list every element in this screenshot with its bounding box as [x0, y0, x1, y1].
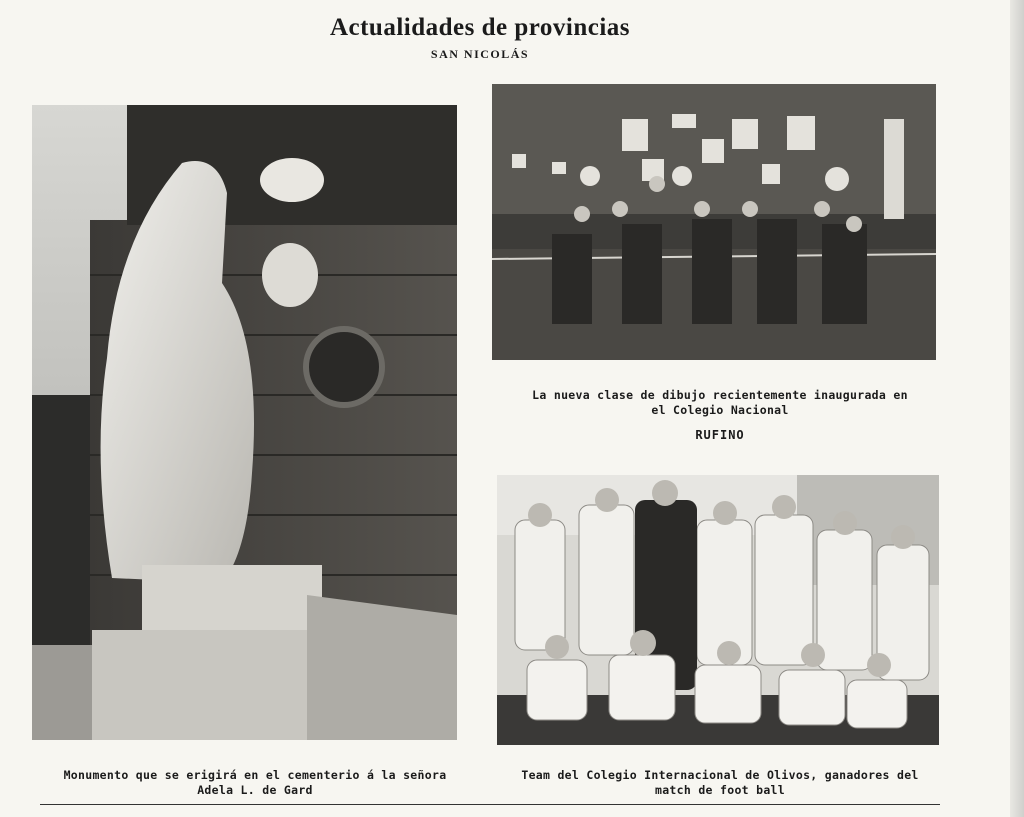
drawing-class-caption-line1: La nueva clase de dibujo recientemente inaugurada en — [532, 388, 908, 402]
drawing-class-caption-line2: el Colegio Nacional — [651, 403, 789, 417]
monument-photo — [32, 105, 457, 740]
monument-caption-line2: Adela L. de Gard — [197, 783, 313, 797]
football-team-photo — [497, 475, 939, 745]
drawing-class-photo — [492, 84, 936, 360]
page-edge — [1010, 0, 1024, 817]
football-team-caption — [480, 768, 960, 798]
monument-caption-line1: Monumento que se erigirá en el cementerio á la señora — [63, 768, 447, 782]
monument-caption — [30, 768, 480, 798]
bottom-rule — [40, 804, 940, 805]
page-title: Actualidades de provincias — [329, 14, 631, 41]
football-team-caption-line2: match de foot ball — [654, 783, 786, 797]
section-heading-rufino: RUFINO — [695, 428, 745, 442]
drawing-class-caption — [480, 388, 960, 418]
page-subtitle: SAN NICOLÁS — [430, 47, 530, 61]
football-team-caption-line1: Team del Colegio Internacional de Olivos, ganadores del — [521, 768, 919, 782]
